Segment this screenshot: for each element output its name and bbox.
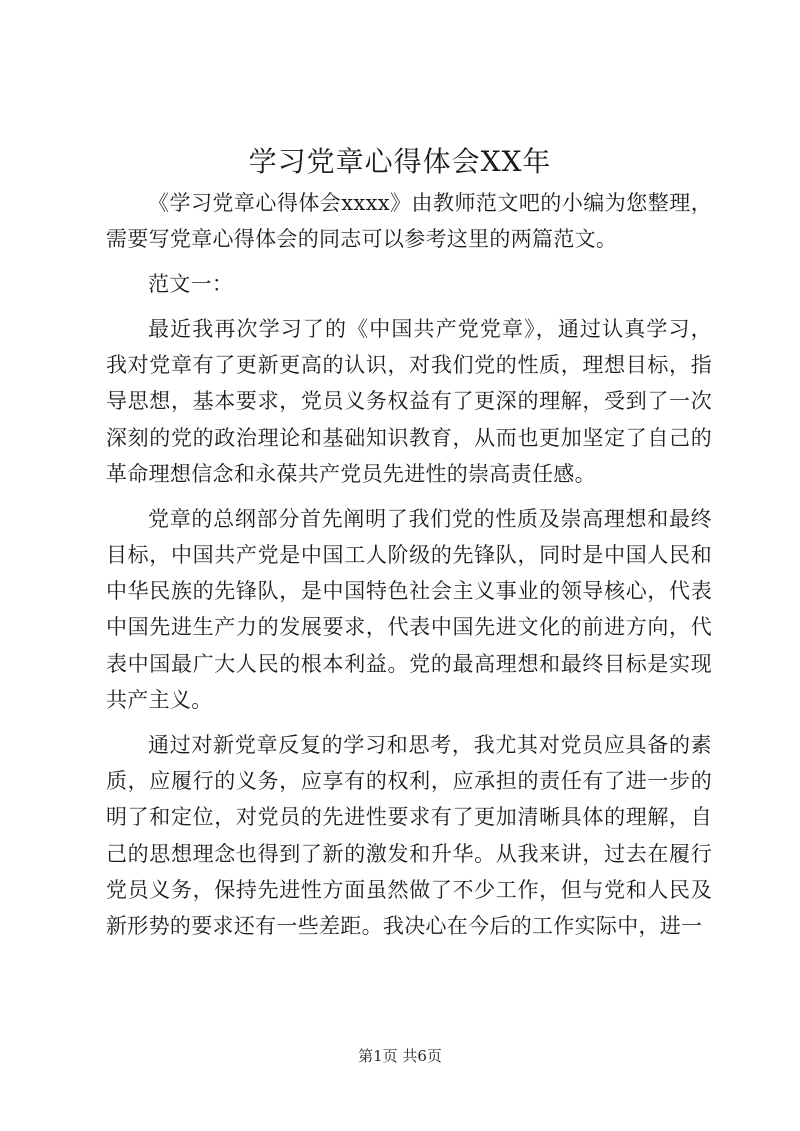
body-paragraph: 党章的总纲部分首先阐明了我们党的性质及崇高理想和最终目标，中国共产党是中国工人阶级的先锋队，同时是中国人民和中华民族的先锋队，是中国特色社会主义事业的领导核心，代表中国先进生产力的发展要求，代表中国先进文化的前进方向，代表中国最广大人民的根本利益。党的最高理想和最终目标是实现共产主义。 [106, 506, 712, 713]
document-body [106, 185, 712, 945]
intro-paragraph: 《学习党章心得体会xxxx》由教师范文吧的小编为您整理，需要写党章心得体会的同志可以参考这里的两篇范文。 [106, 191, 712, 252]
body-paragraph: 最近我再次学习了的《中国共产党党章》，通过认真学习，我对党章有了更新更高的认识，对我们党的性质，理想目标，指导思想，基本要求，党员义务权益有了更深的理解，受到了一次深刻的党的政治理论和基础知识教育，从而也更加坚定了自己的革命理想信念和永葆共产党员先进性的崇高责任感。 [106, 316, 712, 486]
page-number-footer: 第1页 共6页 [358, 1047, 442, 1065]
sample-heading: 范文一： [148, 271, 234, 296]
document-title: 学习党章心得体会XX年 [248, 145, 552, 178]
body-paragraph: 通过对新党章反复的学习和思考，我尤其对党员应具备的素质，应履行的义务，应享有的权利，应承担的责任有了进一步的明了和定位，对党员的先进性要求有了更加清晰具体的理解，自己的思想理念也得到了新的激发和升华。从我来讲，过去在履行党员义务，保持先进性方面虽然做了不少工作，但与党和人民及新形势的要求还有一些差距。我决心在今后的工作实际中，进一 [106, 732, 712, 939]
